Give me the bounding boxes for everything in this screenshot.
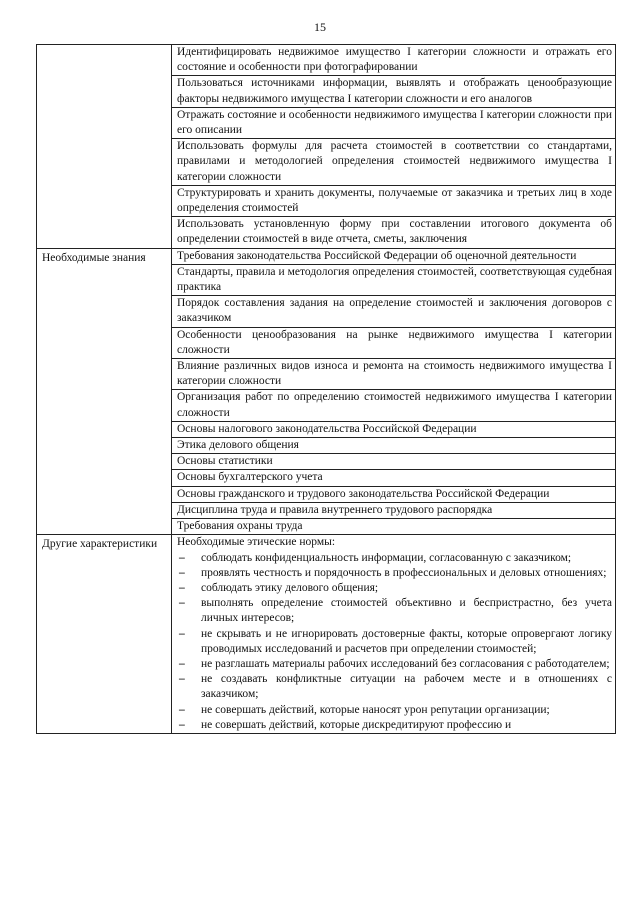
other-label: Другие характеристики	[37, 535, 172, 734]
skill-item: Отражать состояние и особенности недвижимого имущества I категории сложности при его описании	[172, 108, 615, 139]
dash-marker: –	[179, 703, 185, 716]
ethics-item	[177, 627, 612, 657]
ethics-heading: Необходимые этические нормы:	[177, 536, 336, 549]
knowledge-item: Основы гражданского и трудового законодательства Российской Федерации	[172, 487, 615, 503]
other-cell	[172, 535, 616, 734]
knowledge-item: Требования законодательства Российской Федерации об оценочной деятельности	[172, 249, 615, 265]
skills-row	[37, 45, 616, 249]
ethics-list	[172, 551, 615, 733]
knowledge-item: Основы бухгалтерского учета	[172, 470, 615, 486]
dash-marker: –	[179, 657, 185, 670]
ethics-item-text: соблюдать конфиденциальность информации, согласованную с заказчиком;	[201, 551, 572, 564]
dash-marker: –	[179, 566, 185, 579]
knowledge-item: Стандарты, правила и методология определения стоимостей, соответствующая судебная практика	[172, 265, 615, 296]
ethics-item-text: не разглашать материалы рабочих исследований без согласования с работодателем;	[201, 657, 610, 670]
requirements-table	[36, 44, 616, 734]
knowledge-item: Этика делового общения	[172, 438, 615, 454]
page-number: 15	[314, 20, 326, 34]
knowledge-label: Необходимые знания	[37, 248, 172, 535]
ethics-item-text: не совершать действий, которые дискредитируют профессию и	[201, 718, 512, 731]
knowledge-item: Влияние различных видов износа и ремонта на стоимость недвижимого имущества I категории сложности	[172, 359, 615, 390]
ethics-item	[177, 703, 612, 718]
knowledge-item: Требования охраны труда	[177, 520, 303, 533]
knowledge-row	[37, 248, 616, 535]
knowledge-item: Порядок составления задания на определение стоимостей и заключения договоров с заказчиком	[172, 296, 615, 327]
ethics-item-text: выполнять определение стоимостей объективно и беспристрастно, без учета личных интересов;	[201, 597, 612, 625]
ethics-item-text: соблюдать этику делового общения;	[201, 581, 379, 594]
other-row	[37, 535, 616, 734]
ethics-item	[177, 718, 612, 733]
ethics-item	[177, 551, 612, 566]
dash-marker: –	[179, 551, 185, 564]
dash-marker: –	[179, 627, 185, 640]
knowledge-cell	[172, 248, 616, 535]
dash-marker: –	[179, 718, 185, 731]
skill-item: Использовать формулы для расчета стоимостей в соответствии со стандартами, правилами и методологией определения стоимостей недвижимого имущества I категории сложности	[172, 139, 615, 186]
dash-marker: –	[179, 597, 185, 610]
dash-marker: –	[179, 581, 185, 594]
ethics-item	[177, 581, 612, 596]
ethics-item	[177, 672, 612, 702]
knowledge-item: Особенности ценообразования на рынке недвижимого имущества I категории сложности	[172, 328, 615, 359]
knowledge-item: Организация работ по определению стоимостей недвижимого имущества I категории сложности	[172, 390, 615, 421]
ethics-item-text: не создавать конфликтные ситуации на рабочем месте и в отношениях с заказчиком;	[201, 673, 612, 701]
ethics-item-text: не совершать действий, которые наносят урон репутации организации;	[201, 703, 550, 716]
skills-label-cell	[37, 45, 172, 249]
knowledge-item: Дисциплина труда и правила внутреннего трудового распорядка	[172, 503, 615, 519]
skill-item: Идентифицировать недвижимое имущество I категории сложности и отражать его состояние и особенности при фотографировании	[172, 45, 615, 76]
ethics-item	[177, 596, 612, 626]
dash-marker: –	[179, 673, 185, 686]
skill-item: Структурировать и хранить документы, получаемые от заказчика и третьих лиц в ходе определения стоимостей	[172, 186, 615, 217]
knowledge-item: Основы налогового законодательства Российской Федерации	[172, 422, 615, 438]
ethics-item	[177, 566, 612, 581]
ethics-item-text: не скрывать и не игнорировать достоверные факты, которые опровергают логику проводимых исследований и расчетов при определении стоимостей;	[201, 627, 612, 655]
ethics-item	[177, 657, 612, 672]
ethics-item-text: проявлять честность и порядочность в профессиональных и деловых отношениях;	[201, 566, 607, 579]
knowledge-item: Основы статистики	[172, 454, 615, 470]
skill-item: Использовать установленную форму при составлении итогового документа об определении стоимостей в виде отчета, сметы, заключения	[177, 218, 612, 246]
skill-item: Пользоваться источниками информации, выявлять и отображать ценообразующие факторы недвижимого имущества I категории сложности и его аналогов	[172, 76, 615, 107]
skills-cell	[172, 45, 616, 249]
